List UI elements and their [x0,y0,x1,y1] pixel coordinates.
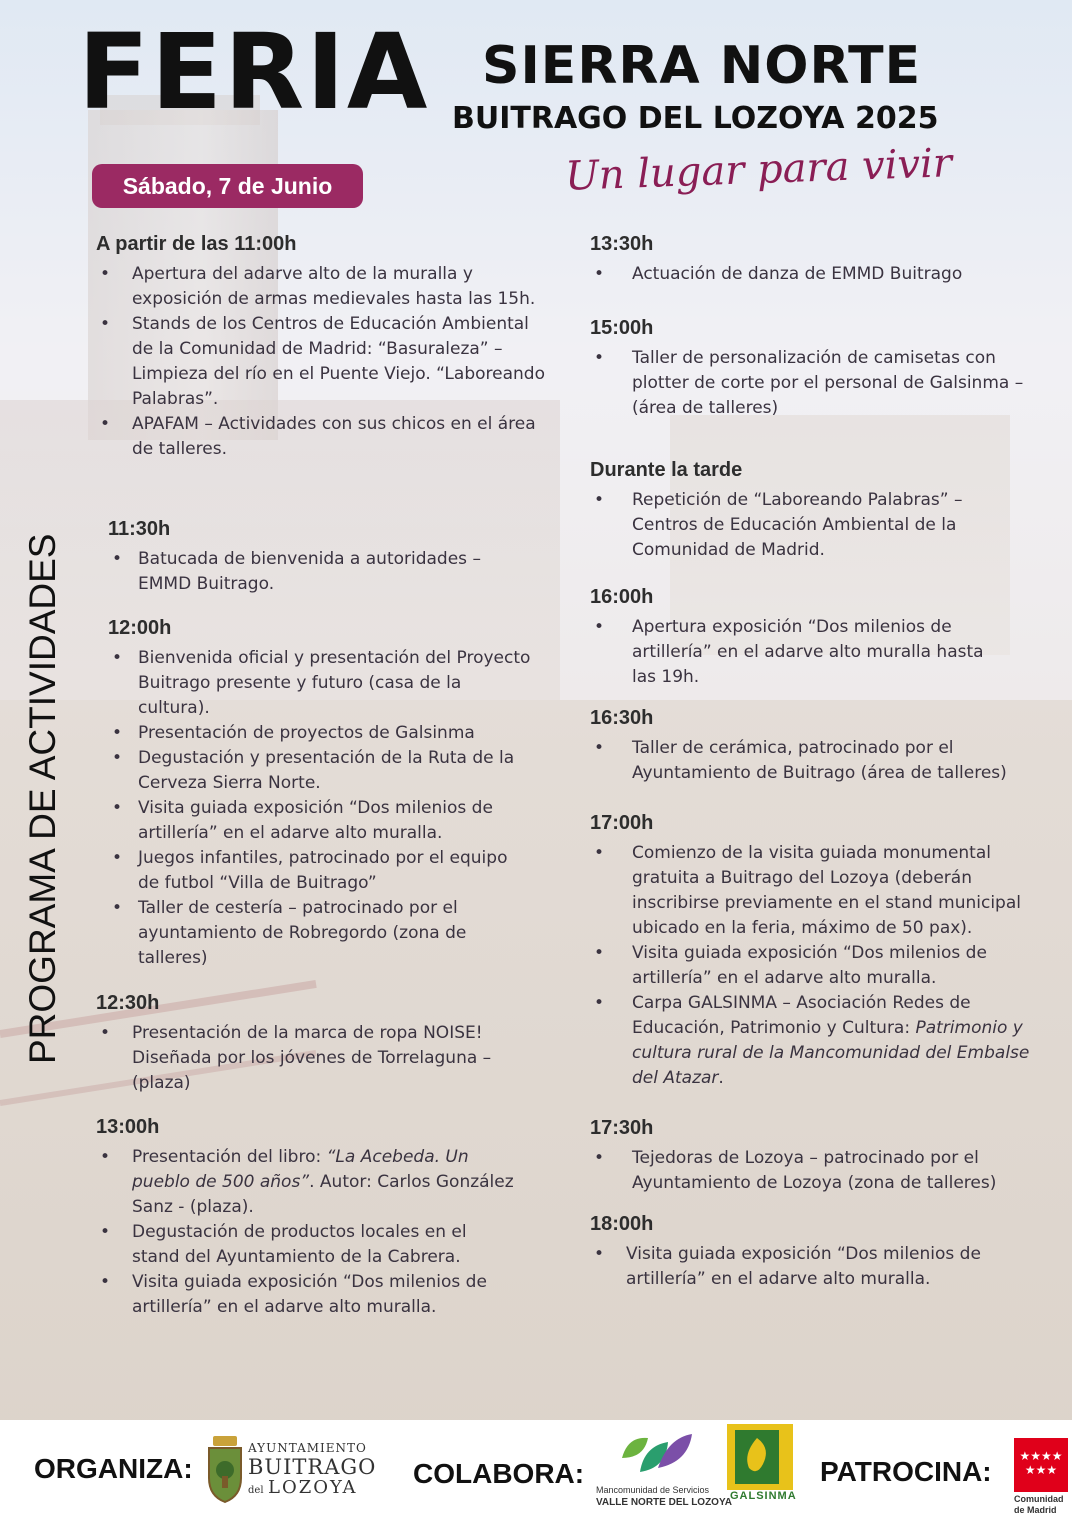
activity-list [590,488,1010,563]
schedule-block [96,232,546,462]
time-heading: 11:30h [108,518,171,540]
ayto-line4: LOZOYA [268,1477,358,1498]
activity-item: • Repetición de “Laboreando Palabras” – Centros de Educación Ambiental de la Comunidad de Madrid. [590,488,1010,563]
activity-item: • Visita guiada exposición “Dos milenios de artillería” en el adarve alto muralla. [590,1242,1020,1292]
time-heading: Durante la tarde [590,459,743,481]
ayto-line3: del [248,1485,264,1496]
svg-text:★★★: ★★★ [1024,1463,1058,1477]
activity-item: • Actuación de danza de EMMD Buitrago [590,262,1030,287]
mancomunidad-line2: VALLE NORTE DEL LOZOYA [596,1497,732,1508]
activity-list [96,1145,516,1320]
activity-item: • Degustación de productos locales en el stand del Ayuntamiento de la Cabrera. [96,1220,516,1270]
time-heading: 17:00h [590,812,654,834]
svg-text:★★★★: ★★★★ [1019,1449,1063,1463]
activity-item: • Comienzo de la visita guiada monumental gratuita a Buitrago del Lozoya (deberán inscribirse previamente en el stand municipal ubicado en la feria, máximo de 50 pax). [590,841,1050,941]
activity-item: • Visita guiada exposición “Dos milenios de artillería” en el adarve alto muralla. [108,796,532,846]
buitrago-coat-of-arms-icon [205,1434,245,1504]
activity-list [96,262,546,462]
time-heading: 17:30h [590,1117,654,1139]
schedule-block [590,458,1010,563]
activity-item: • Taller de cerámica, patrocinado por el Ayuntamiento de Buitrago (área de talleres) [590,736,1040,786]
cam-line2: de Madrid [1014,1505,1057,1515]
activity-item: • Bienvenida oficial y presentación del Proyecto Buitrago presente y futuro (casa de la cultura). [108,646,532,721]
time-heading: 13:30h [590,233,654,255]
organiza-label: ORGANIZA: [34,1453,193,1484]
activity-list [96,1021,536,1096]
galsinma-text: GALSINMA [730,1490,797,1502]
activity-item: • Presentación del libro: “La Acebeda. Un pueblo de 500 años”. Autor: Carlos González Sanz - (plaza). [96,1145,516,1220]
activity-list [108,646,532,971]
activity-list [108,547,528,597]
schedule-block [590,585,1010,690]
activity-item: • Visita guiada exposición “Dos milenios de artillería” en el adarve alto muralla. [590,941,1050,991]
activity-item: • Apertura exposición “Dos milenios de artillería” en el adarve alto muralla hasta las 19h. [590,615,1010,690]
title-subtitle: BUITRAGO DEL LOZOYA 2025 [452,101,939,136]
date-badge: Sábado, 7 de Junio [92,164,363,208]
title-feria: FERIA [78,11,430,133]
title-sierra-norte: SIERRA NORTE [482,36,922,96]
italic-text: Patrimonio y cultura rural de la Mancomunidad del Embalse del Atazar [632,1018,1030,1088]
schedule-block [590,811,1050,1091]
schedule-block [108,517,528,597]
tagline: Un lugar para vivir [564,140,953,200]
activity-list [590,262,1030,287]
activity-item: • Taller de cestería – patrocinado por el ayuntamiento de Robregordo (zona de talleres) [108,896,532,971]
time-heading: 18:00h [590,1213,654,1235]
schedule-block [590,1116,1040,1196]
activity-item: • Stands de los Centros de Educación Ambiental de la Comunidad de Madrid: “Basuraleza” – Limpieza del río en el Puente Viejo. “Laboreando Palabras”. [96,312,546,412]
activity-item: • APAFAM – Actividades con sus chicos en el área de talleres. [96,412,546,462]
activity-list [590,841,1050,1091]
ayto-line2: BUITRAGO [248,1455,377,1479]
schedule-block [590,232,1030,287]
side-title: PROGRAMA DE ACTIVIDADES [22,533,63,1064]
activity-item: • Apertura del adarve alto de la muralla y exposición de armas medievales hasta las 15h. [96,262,546,312]
activity-list [590,736,1040,786]
ayto-line1: AYUNTAMIENTO [248,1441,367,1455]
time-heading: 12:00h [108,617,172,639]
activity-item: • Degustación y presentación de la Ruta de la Cerveza Sierra Norte. [108,746,532,796]
time-heading: 15:00h [590,317,654,339]
schedule-block [96,991,536,1096]
activity-item: • Juegos infantiles, patrocinado por el equipo de futbol “Villa de Buitrago” [108,846,532,896]
time-heading: 16:00h [590,586,654,608]
activity-item: • Presentación de proyectos de Galsinma [108,721,532,746]
time-heading: 16:30h [590,707,654,729]
book-title: “La Acebeda. Un pueblo de 500 años” [132,1147,469,1192]
mancomunidad-line1: Mancomunidad de Servicios [596,1485,710,1495]
activity-list [590,1242,1020,1292]
activity-item: • Taller de personalización de camisetas con plotter de corte por el personal de Galsinma – (área de talleres) [590,346,1050,421]
activity-item: • Presentación de la marca de ropa NOISE! Diseñada por los jóvenes de Torrelaguna – (plaza) [96,1021,536,1096]
activity-item: • Visita guiada exposición “Dos milenios de artillería” en el adarve alto muralla. [96,1270,516,1320]
schedule-block [96,1115,516,1320]
time-heading: 12:30h [96,992,160,1014]
comunidad-madrid-stars-icon [1014,1438,1068,1492]
activity-list [590,615,1010,690]
cam-line1: Comunidad [1014,1494,1064,1504]
time-heading: 13:00h [96,1116,160,1138]
patrocina-label: PATROCINA: [820,1456,992,1487]
activity-item: • Batucada de bienvenida a autoridades – EMMD Buitrago. [108,547,528,597]
activity-item: • Carpa GALSINMA – Asociación Redes de Educación, Patrimonio y Cultura: Patrimonio y cultura rural de la Mancomunidad del Embalse del Atazar. [590,991,1050,1091]
schedule-block [590,316,1050,421]
schedule-block [590,706,1040,786]
colabora-label: COLABORA: [413,1458,585,1489]
schedule-block [590,1212,1020,1292]
schedule-block [108,616,532,971]
mancomunidad-leaves-icon [618,1428,696,1480]
activity-item: • Tejedoras de Lozoya – patrocinado por el Ayuntamiento de Lozoya (zona de talleres) [590,1146,1040,1196]
activity-list [590,346,1050,421]
activity-list [590,1146,1040,1196]
galsinma-logo-icon [727,1424,793,1490]
time-heading: A partir de las 11:00h [96,233,297,255]
